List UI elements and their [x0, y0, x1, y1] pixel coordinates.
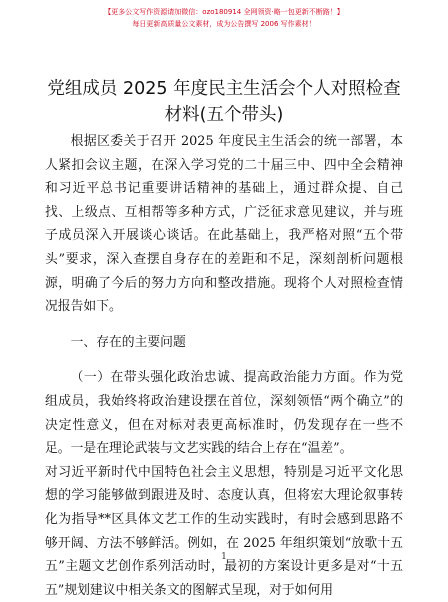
- section-heading: 一、存在的主要问题: [70, 334, 186, 350]
- intro-paragraph: 根据区委关于召开 2025 年度民主生活会的统一部署，本人紧扣会议主题，在深入学习党的二十届三中、四中全会精神和习近平总书记重要讲话精神的基础上，通过群众提、自己找、上级点、互相帮等多种方式，广泛征求意见建议，并与班子成员深入开展谈心谈话。在此基础上，我严格对照“五个带头”要求，深入查摆自身存在的差距和不足，深刻剖析问题根源，明确了今后的努力方向和整改措施。现将个人对照检查情况报告如下。: [45, 134, 403, 315]
- page-number: 1: [221, 552, 227, 562]
- document-title: 党组成员 2025 年度民主生活会个人对照检查材料(五个带头): [47, 79, 401, 125]
- promo-banner-line-1: 【更多公文写作资源请加微信：ozo180914 全网领资·略一包更新不断路！】: [104, 8, 344, 16]
- document-body: [45, 130, 403, 602]
- promo-banner-line-2: 每日更新高质量公文素材，成为公告撰写 2006 写作素材！: [132, 20, 316, 28]
- item-paragraph: （一）在带头强化政治忠诚、提高政治能力方面。作为党组成员，我始终将政治建设摆在首位，深刻领悟“两个确立”的决定性意义，但在对标对表更高标准时，仍发现存在一些不足。一是在理论武装与文艺实践的结合上存在“温差”。: [45, 370, 403, 457]
- item-paragraph-continued: 对习近平新时代中国特色社会主义思想，特别是习近平文化思想的学习能够做到跟进及时、态度认真，但将宏大理论叙事转化为指导**区具体文艺工作的生动实践时，有时会感到思路不够开阔、方法不够鲜活。例如，在 2025 年组织策划“放歌十五五”主题文艺创作系列活动时，最初的方案设计更多是对“十五五”规划建议中相关条文的图解式呈现，对于如何用: [45, 464, 403, 598]
